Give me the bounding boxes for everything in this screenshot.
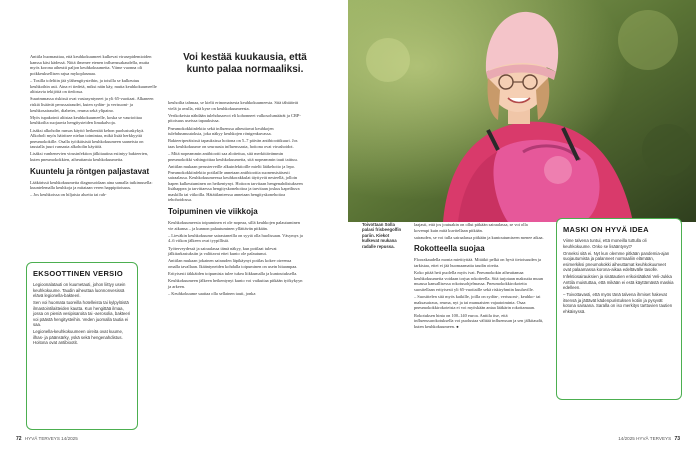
paragraph: Anttila huomauttaa, että keuhkokuumeet kulkevat virusepidemioiden kanssa käsi kädessä. Niitä ilmenee etenen influenssakaudella, mutta myös korona aiheutti paljon keuhkokuumetta. Viime vuonna oli poikkeuksellisen rajua mykoplasmaa. bbox=[30, 54, 152, 76]
paragraph: Lääkärissä keuhkokuumetta diagnosoidaan aina samalla tutkimusella: kuuntelemalla keuhkoja ja mitataan veren happipitoisuus. bbox=[30, 179, 153, 191]
magazine-name: HYVÄ TERVEYS 14/2025 bbox=[24, 436, 78, 441]
paragraph: laajasti, että jos joutuakin on ollut pitkään sairaalassa, se voi olla kovempi kuin mitä kuvitellaan pitkään. bbox=[414, 222, 528, 233]
paragraph: – Suosittelen sitä myös kaikille, joilla on sydän-, verisuoni-, keuhko- tai maksasairaus, reuma, nyt ja tai munuaisten vajaatoiminta. Osaa pneumokokkirokoteista ei voi myöskään antaa lääkärin rokottamaan. bbox=[414, 294, 541, 311]
left-col2-after-subhead bbox=[168, 220, 303, 297]
paragraph: Erityisesti iäkkäiden toipumista tulee tukea liikkumalla ja kuntoutuksella. bbox=[168, 271, 298, 277]
paragraph: Pneumokokkiinfektio sekä influenssa aiheuttavat keuhkojen tulehdusmuutoksia, joka näkyy keuhkojen röntgenkuvassa. bbox=[168, 125, 274, 137]
paragraph: Myös tupakointi altistaa keuhkokuumeelle, koska se vaurioittaa keuhkoilta suojaavia hengitysteiden limakalvoja. bbox=[30, 114, 142, 126]
paragraph: keuhoilta tahmaa, se kielii erinomaisesta keuhkokuumeesta. Sitä tähtäävät vielä ja avulla, että kyse on keuhkokuumeesta. bbox=[168, 100, 299, 111]
left-col1-paragraphs bbox=[30, 54, 158, 163]
footer-right bbox=[618, 436, 682, 442]
paragraph: Viime talvena tuntui, että moneilla tuttulla oli keuhkokuume. Onko se lisääntynyt? bbox=[563, 238, 647, 249]
left-col1-after-subhead bbox=[30, 180, 158, 198]
sidebar-box-maski bbox=[556, 218, 682, 400]
photo bbox=[348, 0, 696, 222]
pullquote: Voi kestää kuukausia, että kunto palaa normaaliksi. bbox=[183, 52, 307, 75]
paragraph: Koko pitää heti puolella myös ivat. Pneumokokin aiheuttamaa keuhkokuumetta voidaan torjua rokotteella. Sitä tarjotaan maksutta muun muassa kansallisessa rokotusohjelmassa. Pneumokokkirokotetta suositellaan erityisesti yli 65-vuotiaille sekä riskiryhmiin kuuluville. bbox=[414, 270, 544, 292]
box-title: MASKI ON HYVÄ IDEA bbox=[563, 225, 649, 234]
paragraph: – Toivottavasti, että myös tänä talvena ihmiset hakevat itsensä ja jättävät kädenpuristuksen kotiin ja pysyvät kotona sairaana. Saralla on iso merkitys tarttuvien tautien ehkäisyssä. bbox=[563, 292, 673, 314]
right-column-1 bbox=[414, 222, 544, 331]
subhead-kuuntelu: Kuuntelu ja röntgen paljastavat bbox=[30, 166, 150, 176]
paragraph: Infektiosairauksien ja sisätautien erikoislääkäri Veli-Jukka Anttila muistuttaa, että mikään ei estä käyttämästä maskia edelleen. bbox=[563, 274, 674, 291]
box-title: EKSOOTTINEN VERSIO bbox=[33, 269, 123, 278]
page-number: 72 bbox=[16, 436, 22, 442]
paragraph: Anttilan mukaan perusterveille alkuinfektioille mielti lääkehoito ja lepo. Pneumokokkiinfektio potilaille annetaan antibioottia suonensisäisesti sairaalassa. Keuhkokuumeessa keuhkorakkulat täyttyvät nesteellä, jolloin hapen kulkeutuminen on heikentynyt. Hoitoon tarvitaan hengenahdistukseen lisähappea ja tarvittaessa hengityskonehoitoa ja tarvitaan joskus kapeiltuva maskilla tai viikoilla. Hätätilanteessa annetaan hengityskonehoitoa tehohoidossa. bbox=[168, 163, 303, 203]
paragraph: Onneksi sitä ei. Nyt kun olemme pitkään pandemia-ajan suojautumista ja palanneet normaaliin elämään, esimerkiksi pneumokokki aiheuttamat keuhkokuumeet ovat palaamassa korona-aikaa edeltävälle tasolle. bbox=[563, 250, 670, 273]
left-column-2 bbox=[168, 100, 303, 298]
paragraph: Anttilan mukaan jokainen sairauden läpikäynyt potilas kokee oireensa omalla tavallaan. Ikääntyneiden kohdalla toipuminen on usein hitaampaa. bbox=[168, 258, 298, 269]
left-column-1 bbox=[30, 54, 158, 200]
paragraph: sairauden, se voi tulla sairaalassa pitkään ja kuntoutumiseen menee aikaa. bbox=[414, 234, 544, 240]
paragraph: Keuhkokuumeen jälkeen heikentynyt kunto voi vaikuttaa pitkään työkykyyn ja arkeen. bbox=[168, 278, 303, 289]
photo-illustration bbox=[348, 0, 696, 222]
right-col1-paragraphs bbox=[414, 222, 544, 240]
paragraph: – Tosilla toleltiin jää ylähengitysteihin, ja toisilla se kulkeutuu keuhkoihin asti. Aina ei tiedetä, miksi näin käy, mutta keuhkokuumeelle altistavia tekijöitä on tiedossa. bbox=[30, 77, 157, 95]
box-body bbox=[33, 282, 131, 346]
paragraph: – Mitä nopeammin antibiootti saa aloitettua, sitä merkittävämmin pneumokokki vahingoittaa keuhkokuumetta, sitä nopeammin tauti taittuu. bbox=[168, 151, 298, 162]
paragraph: Rokotuksen hinta on 100–140 euroa. Anttila itse, että influenssarokotuksella voi puolustaa välttää influenssan ja sen jälkitaudit, kuten keuhkokuumeen. ● bbox=[414, 312, 544, 329]
paragraph: Sen voi huomata tuoreilla hotelleista tai kylpylöistä ilmastointilaitteiden kautta. Kun hengittää ilmaa, jossa on pieniä vesipisaroita tai -aerosolia, bakteeri voi päästä hengitysteihin. Veden juomalla tautia ei saa. bbox=[33, 300, 131, 328]
paragraph: Legionella-keuhkokuumeen oireita ovat kuume, ilhas- ja päänsärky, yskä sekä hengenahdistus. Hoitona ovat antibiootit. bbox=[33, 329, 124, 346]
magazine-name: 14/2025 HYVÄ TERVEYS bbox=[618, 436, 672, 441]
paragraph: Työterveydessä ja sairaalassa tämä näkyy, kun potilaat tulevat jälkitarkastuksiin ja valittavat ettei kunto ole palautunut. bbox=[168, 245, 277, 257]
paragraph: Floorakaudella monia mietityttää. Mitäikö pelkä on hyvä tietoisuuden ja tarkistaa, ettei ei jää huomaamatta taudin oireita. bbox=[414, 257, 541, 268]
paragraph: Suurimmassa riskissä ovat vastasyntyneet ja yli 65-vuotiaat. Alkaneen riskiä lisäävät perussairaudet, kuten sydän- ja verisuoni- ja keuhkosairaudet, diabetes, reuma sekä ylipaino. bbox=[30, 96, 154, 113]
paragraph: Keuhkokuumeesta toipuminen ei ole nopeaa, sillä keuhkojen palautuminen vie aikansa – ja kunnon palautuminen yllättävän pitkään. bbox=[168, 220, 300, 231]
paragraph: Bakteeriperäisissä tapauksissa hoitona on 5–7 päivän antibioottikuuri. Jos taas keuhkokuume on seurausta influenssasta, hoitona ovat virushoidot. bbox=[168, 138, 298, 149]
paragraph: Lisäksi alkoholin runsas käyttö heikentää kehon puolustuskykyä. Alkoholi myös häiritsee nielun toimintaa, mikä lisää herkkyyttä pneumokokille. Osalla työikäisistä keuhkokuumeen saaneista on taustalla juuri runsasta alkoholin käyttöä. bbox=[30, 127, 145, 150]
page-number: 73 bbox=[674, 436, 680, 442]
subhead-rokotteella: Rokotteella suojaa bbox=[414, 244, 485, 254]
paragraph: Lisäksi vanhenevien virusinfektion jälkitautina esiintyy bakteerien, kuten pneumokokkien, aiheuttamia keuhkokuumeita. bbox=[30, 151, 149, 163]
right-page bbox=[348, 0, 696, 450]
paragraph: – Keuhkokuume saattaa olla sellainen tauti, jonka bbox=[168, 291, 256, 297]
right-col1-after-subhead bbox=[414, 257, 544, 329]
sidebar-box-eksoottinen bbox=[26, 262, 138, 430]
paragraph: – Jos keuhkoissa on hiljaisia alueita tai rah- bbox=[30, 192, 107, 198]
paragraph: – Lieväkin keuhkokuume sairastaneilla on syytä olla huolissaan. Väsymys ja 4–6 viikon jälkeen ovat tyypillisiä. bbox=[168, 232, 303, 244]
footer-left bbox=[14, 436, 78, 442]
box-body bbox=[563, 238, 675, 314]
paragraph: Legioonalatauti on kuumetauti, johon liittyy usein keuhkokuume. Taudin aiheuttaa luonnonvesissä elävä legionella-bakteeri. bbox=[33, 282, 126, 298]
paragraph: Verikokeista nähdään tulehdusarvot eli kohonneet valkosolumäärät ja CRP-pitoisuus useissa tapauksissa. bbox=[168, 112, 301, 124]
left-col2-paragraphs bbox=[168, 100, 303, 203]
subhead-toipuminen: Toipuminen vie viikkoja bbox=[168, 207, 258, 217]
photo-caption: Toivottaan Solla palasi frisbeegolfin pariin. Kiekot kulkevat mukana radalle repussa. bbox=[362, 222, 402, 249]
